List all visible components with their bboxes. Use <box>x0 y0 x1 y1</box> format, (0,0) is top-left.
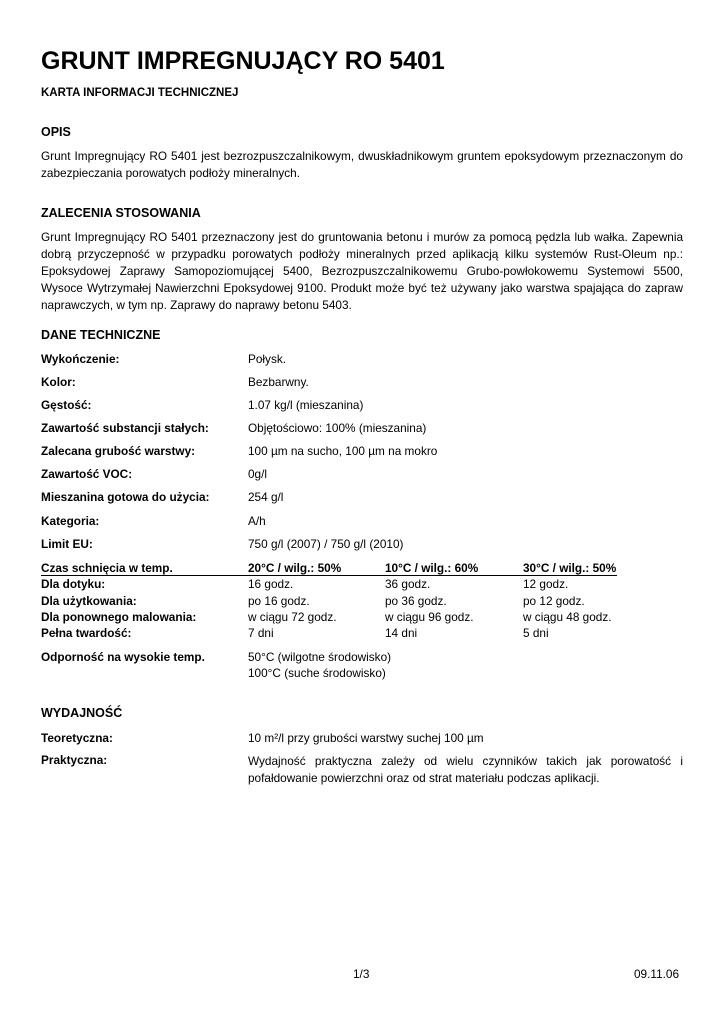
drying-header-col-3: 30°C / wilg.: 50% <box>523 561 617 575</box>
row-value: Objętościowo: 100% (mieszanina) <box>248 421 427 435</box>
drying-cell: po 16 godz. <box>248 594 310 608</box>
resistance-value-1: 50°C (wilgotne środowisko) <box>248 650 392 664</box>
drying-cell: 12 godz. <box>523 577 569 591</box>
row-value: A/h <box>248 514 266 528</box>
drying-header-divider <box>41 575 617 576</box>
drying-cell: 7 dni <box>248 626 274 640</box>
praktyczna-label: Praktyczna: <box>41 753 108 767</box>
section-heading-zalecenia: ZALECENIA STOSOWANIA <box>41 206 201 220</box>
teoretyczna-value: 10 m²/l przy grubości warstwy suchej 100 µm <box>248 731 484 745</box>
drying-row-label: Dla ponownego malowania: <box>41 610 197 624</box>
row-value: Połysk. <box>248 352 287 366</box>
footer-date: 09.11.06 <box>634 967 680 981</box>
resistance-value-2: 100°C (suche środowisko) <box>248 666 386 680</box>
row-label: Mieszanina gotowa do użycia: <box>41 490 210 504</box>
row-label: Kolor: <box>41 375 76 389</box>
zalecenia-paragraph: Grunt Impregnujący RO 5401 przeznaczony jest do gruntowania betonu i murów za pomocą pędzla lub wałka. Zapewnia dobrą przyczepność w przypadku porowatych podłoży mineralnych przed aplikacją kilku systemów Rust-Oleum np.: Epoksydowej Zaprawy Samopoziomującej 5400, Bezrozpuszczalnikowemu Grubo-powłokowemu Systemowi 5500, Wysoce Wytrzymałej Nawierzchni Epoksydowej 9100. Produkt może być też używany jako warstwa spajająca do zapraw naprawczych, w tym np. Zaprawy do naprawy betonu 5403. <box>41 230 683 312</box>
teoretyczna-label: Teoretyczna: <box>41 731 113 745</box>
drying-header-col-2: 10°C / wilg.: 60% <box>385 561 479 575</box>
drying-header-label: Czas schnięcia w temp. <box>41 561 173 575</box>
row-label: Wykończenie: <box>41 352 120 366</box>
row-label: Zawartość VOC: <box>41 467 133 481</box>
opis-paragraph: Grunt Impregnujący RO 5401 jest bezrozpuszczalnikowym, dwuskładnikowym gruntem epoksydowym przeznaczonym do zabezpieczania porowatych podłoży mineralnych. <box>41 149 683 180</box>
drying-cell: 5 dni <box>523 626 549 640</box>
drying-cell: 36 godz. <box>385 577 431 591</box>
row-label: Gęstość: <box>41 398 92 412</box>
document-title: GRUNT IMPREGNUJĄCY RO 5401 <box>41 47 445 75</box>
row-label: Zalecana grubość warstwy: <box>41 444 196 458</box>
drying-row-label: Pełna twardość: <box>41 626 132 640</box>
drying-cell: 14 dni <box>385 626 418 640</box>
row-value: 100 µm na sucho, 100 µm na mokro <box>248 444 438 458</box>
drying-cell: w ciągu 48 godz. <box>523 610 612 624</box>
row-value: Bezbarwny. <box>248 375 309 389</box>
section-heading-opis: OPIS <box>41 125 71 139</box>
drying-cell: w ciągu 72 godz. <box>248 610 337 624</box>
drying-cell: w ciągu 96 godz. <box>385 610 474 624</box>
row-value: 750 g/l (2007) / 750 g/l (2010) <box>248 537 404 551</box>
row-value: 1.07 kg/l (mieszanina) <box>248 398 364 412</box>
drying-cell: po 36 godz. <box>385 594 447 608</box>
resistance-label: Odporność na wysokie temp. <box>41 650 205 664</box>
drying-cell: po 12 godz. <box>523 594 585 608</box>
row-label: Kategoria: <box>41 514 100 528</box>
row-label: Zawartość substancji stałych: <box>41 421 209 435</box>
row-value: 254 g/l <box>248 490 284 504</box>
praktyczna-value: Wydajność praktyczna zależy od wielu czynników takich jak porowatość i pofałdowanie powierzchni oraz od strat materiału podczas aplikacji. <box>248 754 683 785</box>
drying-header-col-1: 20°C / wilg.: 50% <box>248 561 342 575</box>
drying-row-label: Dla użytkowania: <box>41 594 137 608</box>
document-subtitle: KARTA INFORMACJI TECHNICZNEJ <box>41 87 239 99</box>
drying-row-label: Dla dotyku: <box>41 577 106 591</box>
row-value: 0g/l <box>248 467 268 481</box>
row-label: Limit EU: <box>41 537 93 551</box>
page-number: 1/3 <box>353 967 370 981</box>
section-heading-dane: DANE TECHNICZNE <box>41 328 161 342</box>
drying-cell: 16 godz. <box>248 577 294 591</box>
section-heading-wydajnosc: WYDAJNOŚĆ <box>41 706 123 720</box>
